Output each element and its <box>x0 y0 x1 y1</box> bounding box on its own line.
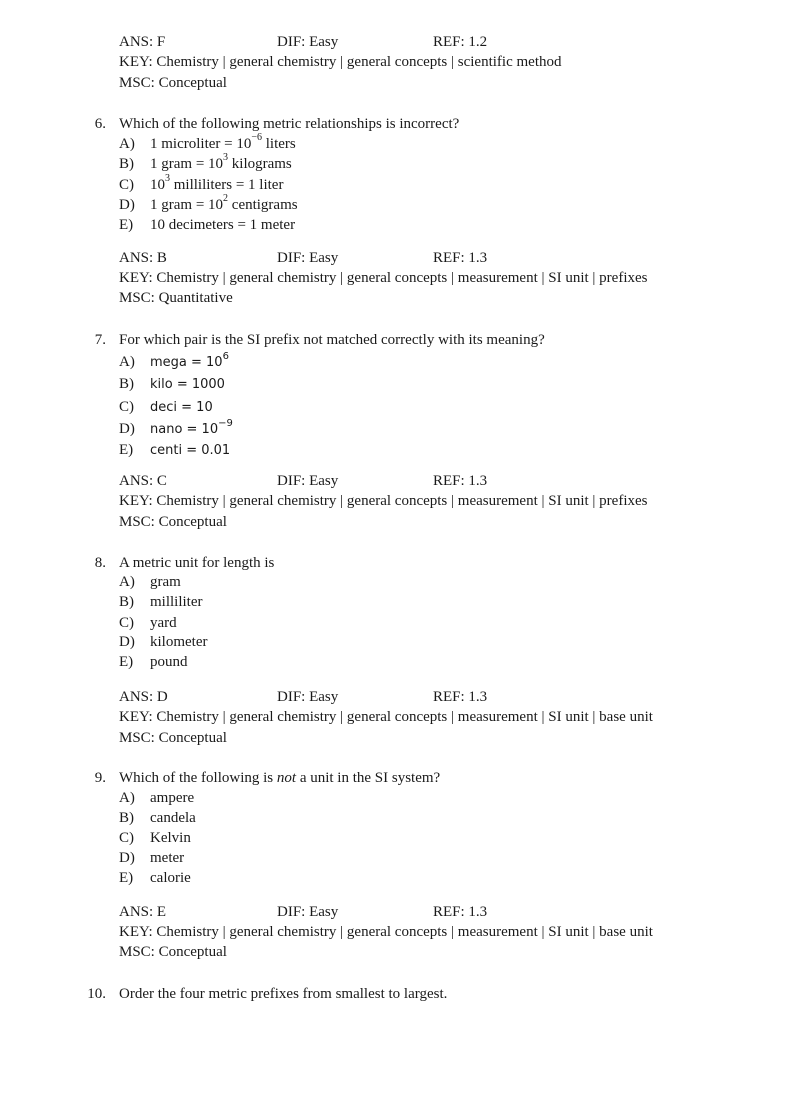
choice-d: D) 1 gram = $10^2$ centigrams <box>119 193 298 213</box>
question-number: 8. <box>94 555 106 571</box>
difficulty-value: DIF: Easy <box>277 34 339 50</box>
answer-line <box>119 687 487 707</box>
msc-line: MSC: Conceptual <box>119 514 227 530</box>
choice-a: A) 1 microliter = $10^{-6}$ liters <box>119 132 296 152</box>
question-number: 10. <box>87 986 106 1002</box>
choice-e: E) centi = 0.01 <box>119 442 231 458</box>
choice-b: B) milliliter <box>119 594 203 610</box>
choice-a: A) mega = $10^6$ <box>119 350 229 370</box>
answer-value: ANS: D <box>119 689 168 705</box>
question-text: Which of the following is not a unit in the SI system? <box>119 770 441 786</box>
question-text: Which of the following metric relationships is incorrect? <box>119 116 460 132</box>
difficulty-value: DIF: Easy <box>277 689 339 705</box>
reference-value: REF: 1.3 <box>433 689 488 705</box>
reference-value: REF: 1.2 <box>433 34 488 50</box>
difficulty-value: DIF: Easy <box>277 473 339 489</box>
question-text: For which pair is the SI prefix not matched correctly with its meaning? <box>119 332 545 348</box>
question-number: 6. <box>94 116 106 132</box>
key-line: KEY: Chemistry | general chemistry | general concepts | measurement | SI unit | prefixes <box>119 270 648 286</box>
reference-value: REF: 1.3 <box>433 904 488 920</box>
reference-value: REF: 1.3 <box>433 473 488 489</box>
choice-e: E) calorie <box>119 870 191 886</box>
question-number: 9. <box>94 770 106 786</box>
key-line: KEY: Chemistry | general chemistry | general concepts | measurement | SI unit | base unit <box>119 709 653 725</box>
choice-b: B) 1 gram = $10^3$ kilograms <box>119 152 292 172</box>
msc-line: MSC: Quantitative <box>119 290 233 306</box>
answer-value: ANS: C <box>119 473 167 489</box>
answer-line <box>119 471 487 491</box>
answer-value: ANS: B <box>119 250 167 266</box>
choice-c: C) $10^3$ milliliters = 1 liter <box>119 173 284 193</box>
answer-value: ANS: F <box>119 34 166 50</box>
choice-e: E) pound <box>119 654 188 670</box>
answer-value: ANS: E <box>119 904 167 920</box>
choice-e: E) 10 decimeters = 1 meter <box>119 217 296 233</box>
key-line: KEY: Chemistry | general chemistry | general concepts | measurement | SI unit | prefixes <box>119 493 648 509</box>
question-number: 7. <box>94 332 106 348</box>
answer-line <box>119 248 487 268</box>
emphasis-not: not <box>276 770 297 786</box>
reference-value: REF: 1.3 <box>433 250 488 266</box>
choice-c: C) deci = 10 <box>119 399 213 415</box>
msc-line: MSC: Conceptual <box>119 730 227 746</box>
choice-a: A) ampere <box>119 790 195 806</box>
msc-line: MSC: Conceptual <box>119 75 227 91</box>
choice-c: C) Kelvin <box>119 830 191 846</box>
choice-b: B) kilo = 1000 <box>119 376 225 392</box>
difficulty-value: DIF: Easy <box>277 904 339 920</box>
key-line: KEY: Chemistry | general chemistry | general concepts | scientific method <box>119 54 562 70</box>
choice-d: D) meter <box>119 850 185 866</box>
choice-a: A) gram <box>119 574 181 590</box>
question-text: Order the four metric prefixes from smallest to largest. <box>119 986 448 1002</box>
choice-d: D) nano = $10^{-9}$ <box>119 417 233 437</box>
choice-d: D) kilometer <box>119 634 208 650</box>
choice-c: C) yard <box>119 615 177 631</box>
choice-b: B) candela <box>119 810 196 826</box>
msc-line: MSC: Conceptual <box>119 944 227 960</box>
question-text: A metric unit for length is <box>119 555 275 571</box>
key-line: KEY: Chemistry | general chemistry | general concepts | measurement | SI unit | base unit <box>119 924 653 940</box>
answer-line <box>119 32 487 52</box>
answer-line <box>119 902 487 922</box>
difficulty-value: DIF: Easy <box>277 250 339 266</box>
